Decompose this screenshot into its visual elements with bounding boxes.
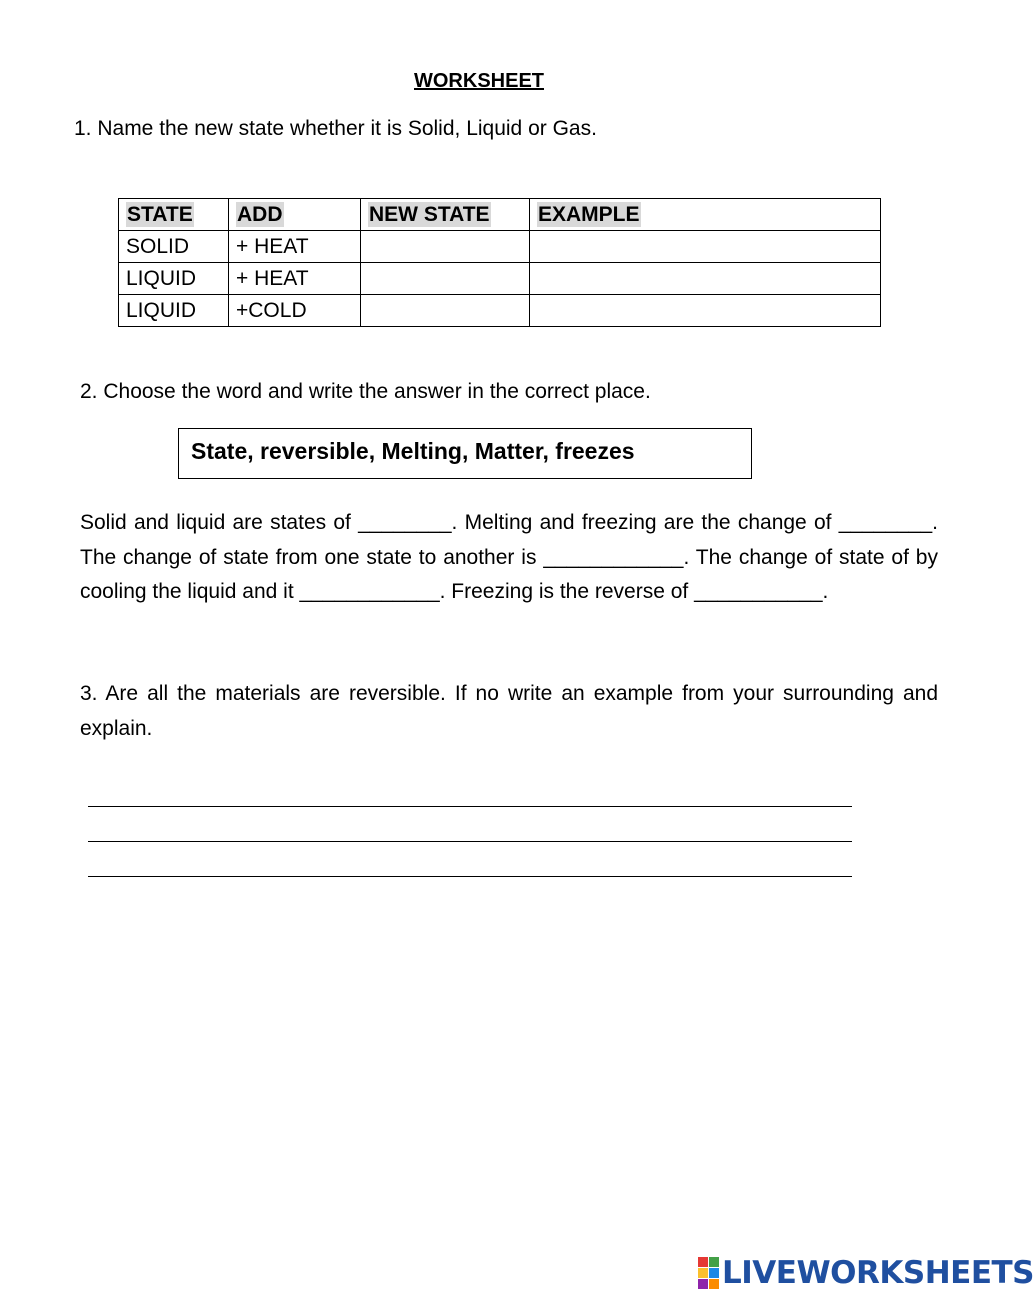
- header-add: ADD: [229, 199, 361, 231]
- cell-example[interactable]: [530, 231, 881, 263]
- worksheet-title: WORKSHEET: [414, 70, 544, 92]
- answer-line-2[interactable]: [88, 841, 852, 842]
- answer-line-1[interactable]: [88, 806, 852, 807]
- cell-state: LIQUID: [119, 295, 229, 327]
- cell-add: +COLD: [229, 295, 361, 327]
- liveworksheets-logo: [698, 1255, 1034, 1291]
- table-header-row: [119, 199, 881, 231]
- cell-state: SOLID: [119, 231, 229, 263]
- table-row: [119, 263, 881, 295]
- states-table: [118, 198, 881, 327]
- cell-add: + HEAT: [229, 231, 361, 263]
- liveworksheets-logo-icon: [698, 1257, 719, 1289]
- question-3: 3. Are all the materials are reversible. If no write an example from your surrounding and explain.: [80, 682, 938, 740]
- word-bank-box: State, reversible, Melting, Matter, freezes: [178, 428, 752, 479]
- header-example: EXAMPLE: [530, 199, 881, 231]
- cell-new-state[interactable]: [361, 263, 530, 295]
- question-1: 1. Name the new state whether it is Solid, Liquid or Gas.: [74, 117, 597, 140]
- fill-in-paragraph: Solid and liquid are states of ________. Melting and freezing are the change of ________. The change of state from one state to another is ____________. The change of state of by cooling the liquid and it ____________. Freezing is the reverse of ___________.: [80, 511, 938, 603]
- cell-new-state[interactable]: [361, 231, 530, 263]
- cell-add: + HEAT: [229, 263, 361, 295]
- table-row: [119, 231, 881, 263]
- table-row: [119, 295, 881, 327]
- question-2: 2. Choose the word and write the answer in the correct place.: [80, 380, 651, 403]
- cell-example[interactable]: [530, 263, 881, 295]
- header-state: STATE: [119, 199, 229, 231]
- answer-line-3[interactable]: [88, 876, 852, 877]
- header-new-state: NEW STATE: [361, 199, 530, 231]
- cell-example[interactable]: [530, 295, 881, 327]
- cell-state: LIQUID: [119, 263, 229, 295]
- liveworksheets-logo-text: LIVEWORKSHEETS: [722, 1255, 1034, 1291]
- cell-new-state[interactable]: [361, 295, 530, 327]
